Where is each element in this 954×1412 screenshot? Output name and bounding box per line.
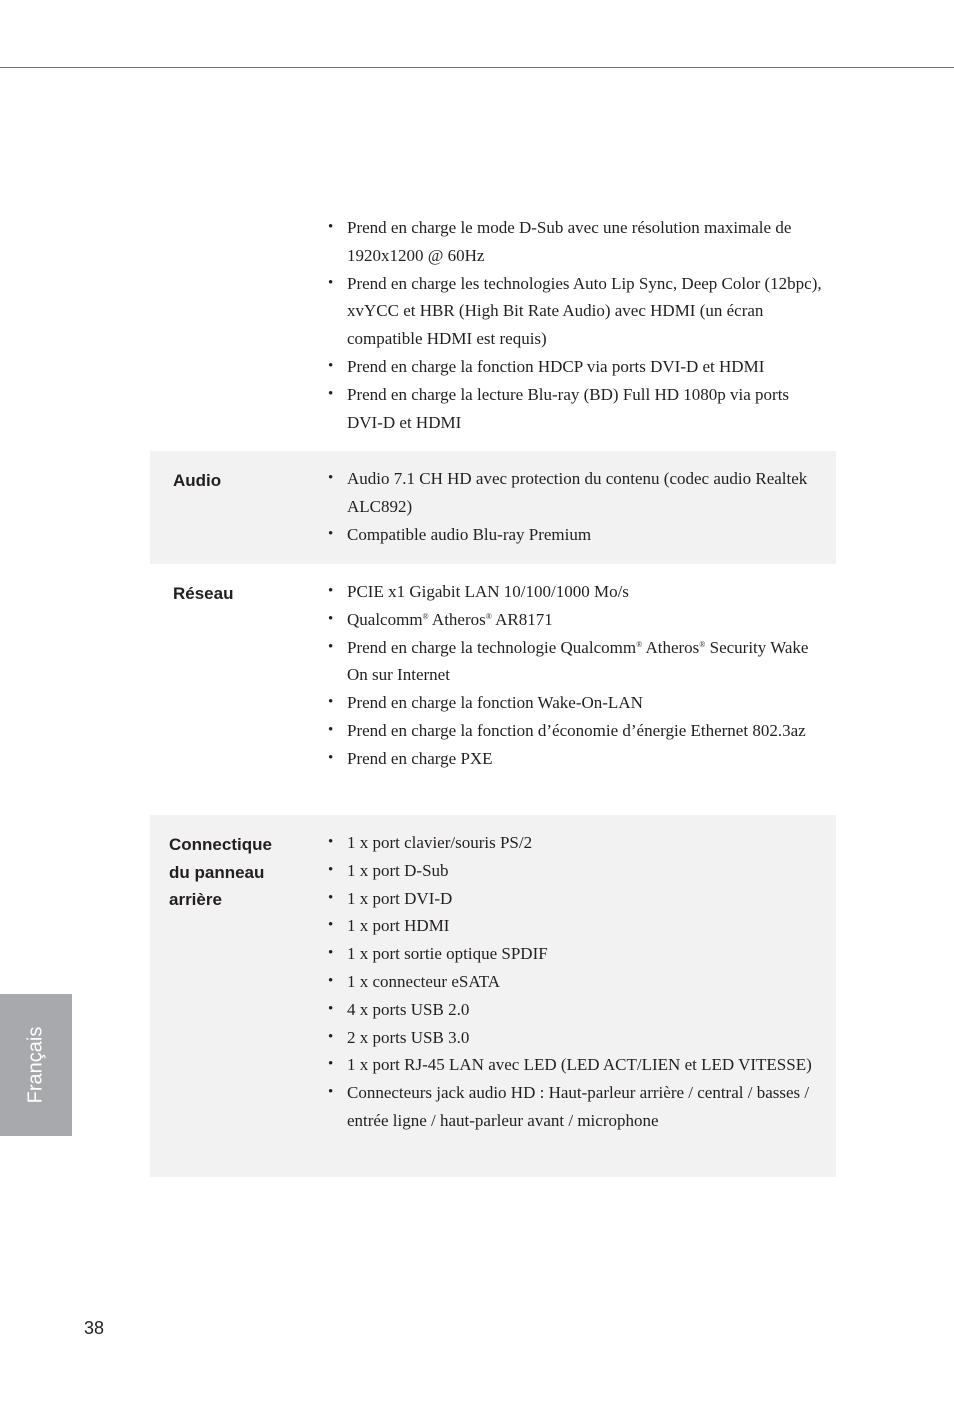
- text-span: Prend en charge la technologie Qualcomm: [347, 637, 637, 657]
- graphics-feature-list: [328, 214, 823, 436]
- list-item: • Audio 7.1 CH HD avec protection du contenu (codec audio Realtek ALC892): [328, 465, 823, 521]
- rear-panel-label: [169, 831, 272, 914]
- list-item: • 1 x port DVI-D: [328, 885, 823, 913]
- list-item: • Prend en charge la lecture Blu-ray (BD) Full HD 1080p via ports DVI-D et HDMI: [328, 381, 823, 437]
- header-rule: [0, 67, 954, 68]
- text-span: Qualcomm: [347, 609, 423, 629]
- network-label: Réseau: [173, 584, 234, 603]
- list-item: [328, 606, 823, 634]
- list-item: [328, 634, 823, 690]
- rear-panel-list: [328, 829, 823, 1135]
- list-item: • 4 x ports USB 2.0: [328, 996, 823, 1024]
- registered-mark: ®: [699, 639, 706, 649]
- text-span: Security Wake On sur Internet: [347, 637, 809, 685]
- network-feature-list: [328, 578, 823, 773]
- registered-mark: ®: [422, 611, 429, 621]
- list-item: • 1 x port RJ-45 LAN avec LED (LED ACT/LIEN et LED VITESSE): [328, 1051, 823, 1079]
- list-item: • 1 x port HDMI: [328, 912, 823, 940]
- text-span: AR8171: [491, 609, 553, 629]
- language-tab-label: Français: [24, 1026, 47, 1104]
- list-item: • PCIE x1 Gigabit LAN 10/100/1000 Mo/s: [328, 578, 823, 606]
- list-item: • Prend en charge la fonction d’économie d’énergie Ethernet 802.3az: [328, 717, 823, 745]
- rear-panel-section: [150, 815, 836, 1177]
- registered-mark: ®: [485, 611, 492, 621]
- page-number: 38: [84, 1318, 105, 1338]
- list-item: • Prend en charge la fonction Wake-On-LAN: [328, 689, 823, 717]
- list-item: • Compatible audio Blu-ray Premium: [328, 521, 823, 549]
- list-item: • 1 x connecteur eSATA: [328, 968, 823, 996]
- text-span: Atheros: [642, 637, 700, 657]
- text-span: Atheros: [428, 609, 486, 629]
- list-item: • Prend en charge les technologies Auto Lip Sync, Deep Color (12bpc), xvYCC et HBR (High Bit Rate Audio) avec HDMI (un écran compatible HDMI est requis): [328, 270, 823, 353]
- list-item: • Prend en charge PXE: [328, 745, 823, 773]
- label-line: Connectique: [169, 835, 272, 854]
- list-item: • 2 x ports USB 3.0: [328, 1024, 823, 1052]
- audio-section: [150, 451, 836, 564]
- list-item: • Connecteurs jack audio HD : Haut-parleur arrière / central / basses / entrée ligne / haut-parleur avant / microphone: [328, 1079, 823, 1135]
- list-item: • 1 x port clavier/souris PS/2: [328, 829, 823, 857]
- list-item: • Prend en charge le mode D-Sub avec une résolution maximale de 1920x1200 @ 60Hz: [328, 214, 823, 270]
- list-item: • 1 x port sortie optique SPDIF: [328, 940, 823, 968]
- network-section: [150, 564, 836, 815]
- list-item: • Prend en charge la fonction HDCP via ports DVI-D et HDMI: [328, 353, 823, 381]
- list-item: • 1 x port D-Sub: [328, 857, 823, 885]
- audio-label: Audio: [173, 471, 222, 490]
- label-line: du panneau: [169, 862, 265, 882]
- label-line: arrière: [169, 890, 222, 909]
- graphics-section-continued: [150, 200, 836, 451]
- audio-feature-list: [328, 465, 823, 548]
- registered-mark: ®: [636, 639, 643, 649]
- language-side-tab: [0, 994, 72, 1136]
